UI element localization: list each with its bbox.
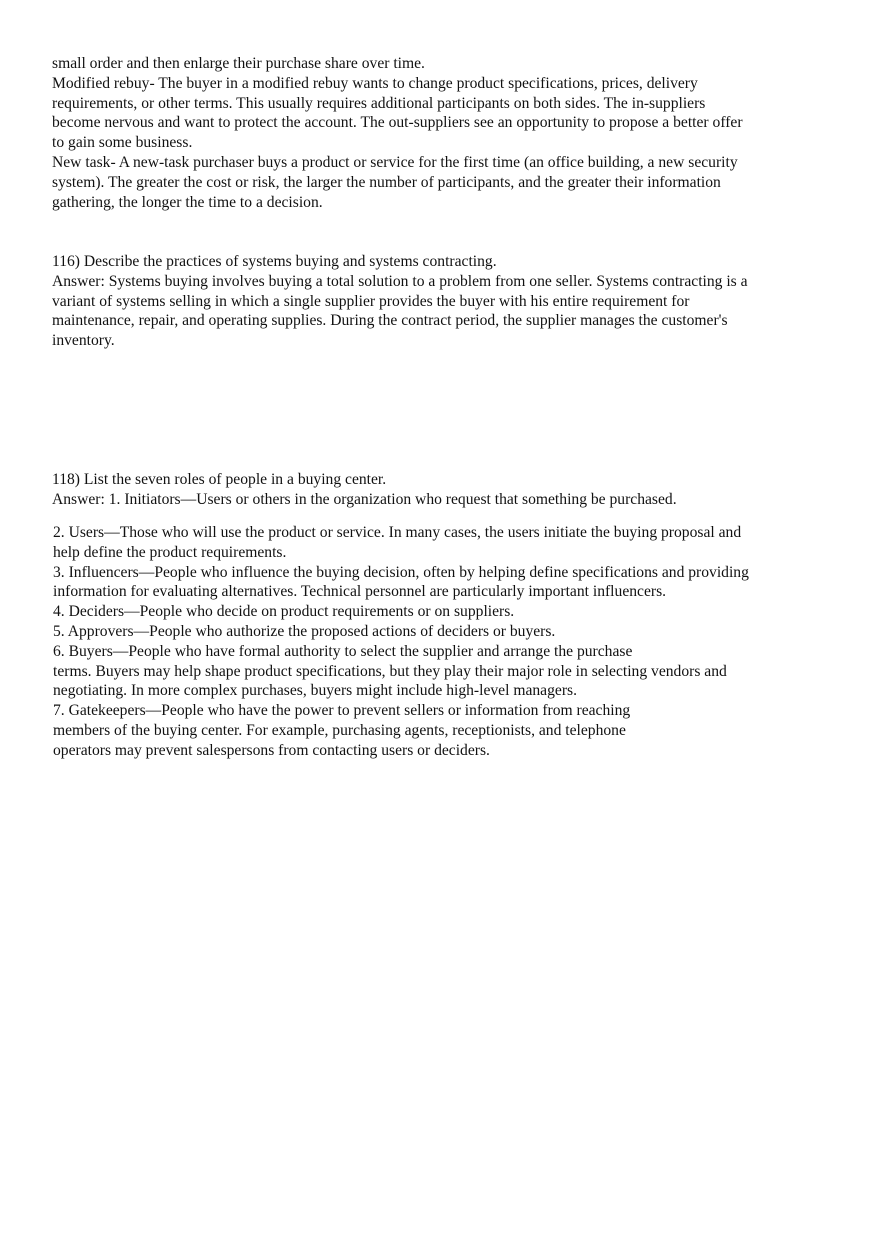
- answer-line: Answer: Systems buying involves buying a total solution to a problem from one seller. Systems contracting is a: [52, 272, 748, 290]
- answer-line: variant of systems selling in which a single supplier provides the buyer with his entire requirement for: [52, 292, 690, 310]
- answer-line: Answer: 1. Initiators—Users or others in the organization who request that something be purchased.: [52, 490, 677, 508]
- role-line: 4. Deciders—People who decide on product requirements or on suppliers.: [53, 603, 515, 621]
- text-line: gathering, the longer the time to a decision.: [52, 193, 323, 211]
- role-line: 7. Gatekeepers—People who have the power to prevent sellers or information from reaching: [53, 702, 631, 720]
- text-line: Modified rebuy- The buyer in a modified rebuy wants to change product specifications, prices, delivery: [52, 74, 698, 92]
- role-line: members of the buying center. For example, purchasing agents, receptionists, and telephone: [53, 721, 626, 739]
- question-116-heading: 116) Describe the practices of systems buying and systems contracting.: [52, 253, 497, 270]
- text-line: small order and then enlarge their purchase share over time.: [52, 55, 425, 72]
- role-line: 6. Buyers—People who have formal authority to select the supplier and arrange the purchase: [53, 642, 633, 660]
- question-118-block: [52, 470, 842, 510]
- role-line: operators may prevent salespersons from contacting users or deciders.: [53, 741, 490, 759]
- role-line: 5. Approvers—People who authorize the proposed actions of deciders or buyers.: [53, 622, 556, 640]
- top-section-text: [52, 54, 842, 212]
- role-line: negotiating. In more complex purchases, buyers might include high-level managers.: [53, 682, 577, 700]
- answer-line: inventory.: [52, 332, 115, 350]
- role-line: help define the product requirements.: [53, 543, 287, 561]
- role-line: 2. Users—Those who will use the product or service. In many cases, the users initiate the buying proposal and: [53, 524, 742, 541]
- role-line: 3. Influencers—People who influence the buying decision, often by helping define specifications and providing: [53, 563, 749, 581]
- question-116-block: [52, 252, 842, 351]
- text-line: to gain some business.: [52, 134, 193, 152]
- question-118-heading: 118) List the seven roles of people in a buying center.: [52, 471, 387, 488]
- text-line: system). The greater the cost or risk, the larger the number of participants, and the greater their information: [52, 173, 721, 191]
- text-line: requirements, or other terms. This usually requires additional participants on both sides. The in-suppliers: [52, 94, 706, 112]
- answer-line: maintenance, repair, and operating supplies. During the contract period, the supplier manages the customer's: [52, 312, 728, 330]
- text-line: become nervous and want to protect the account. The out-suppliers see an opportunity to propose a better offer: [52, 114, 743, 132]
- text-line: New task- A new-task purchaser buys a product or service for the first time (an office building, a new security: [52, 153, 738, 171]
- role-line: terms. Buyers may help shape product specifications, but they play their major role in selecting vendors and: [53, 662, 727, 680]
- role-line: information for evaluating alternatives. Technical personnel are particularly important influencers.: [53, 583, 667, 601]
- buying-center-roles-list: [53, 523, 843, 761]
